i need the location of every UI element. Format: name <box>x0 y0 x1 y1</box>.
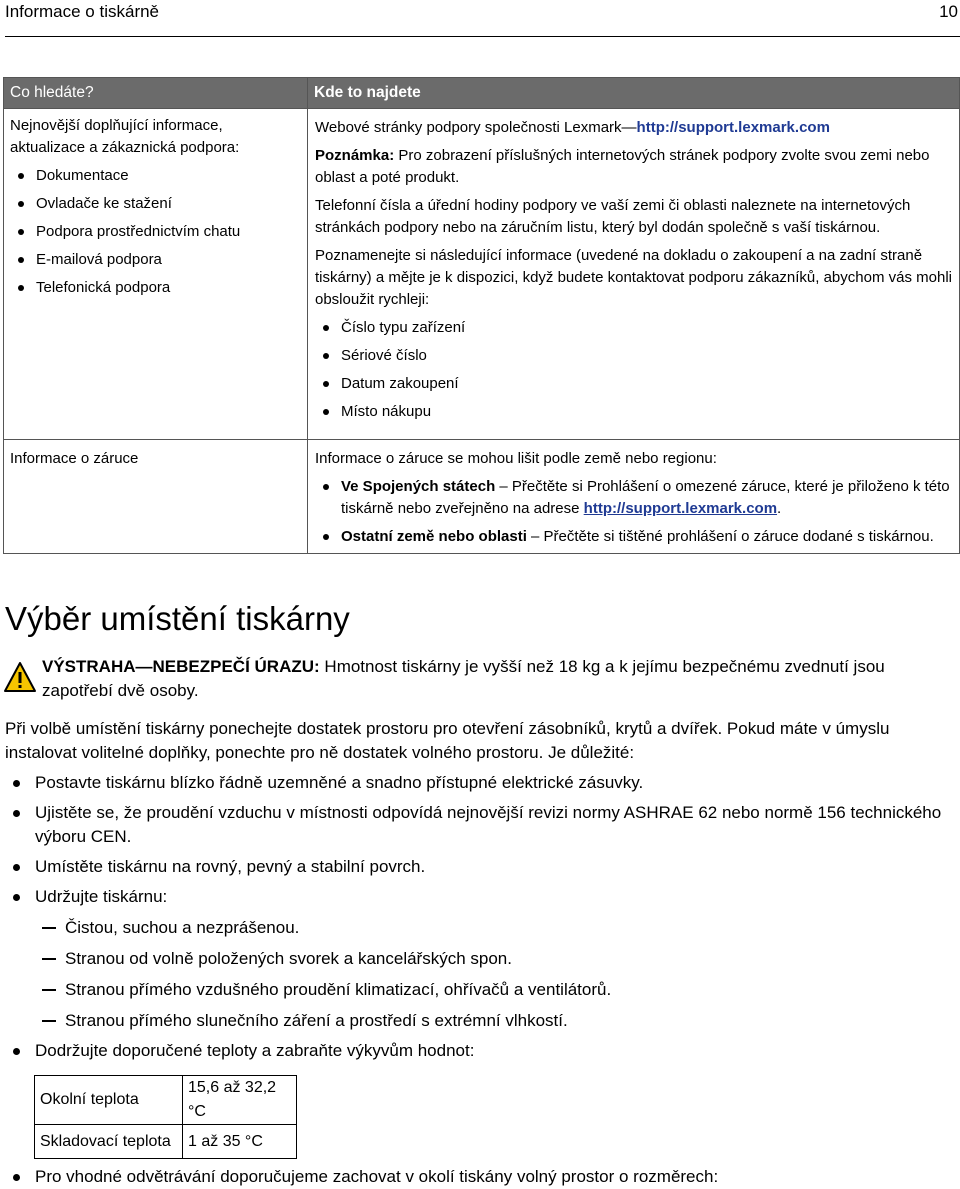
list-item: Podpora prostřednictvím chatu <box>10 221 307 243</box>
table-cell: 15,6 až 32,2 °C <box>183 1076 297 1125</box>
prepare-info: Poznamenejte si následující informace (uvedené na dokladu o zakoupení a na zadní straně tiskárny) a mějte je k dispozici, když budete kontaktovat podporu zákazníků, abychom vás mohli obsloužit rychleji: <box>315 247 952 308</box>
note-label: Poznámka: <box>315 147 395 164</box>
ventilation-list <box>5 1165 955 1189</box>
warranty-us-label: Ve Spojených státech <box>341 478 496 495</box>
column-header-what: Co hledáte? <box>4 78 308 109</box>
list-item: Stranou přímého slunečního záření a prostředí s extrémní vlhkostí. <box>35 1009 955 1033</box>
placement-list <box>5 771 955 1063</box>
table-row <box>4 440 960 554</box>
list-item: Sériové číslo <box>315 345 953 367</box>
keep-printer-sublist <box>35 916 955 1033</box>
warranty-list <box>315 476 953 548</box>
table-row <box>35 1076 297 1125</box>
prepare-list <box>315 317 953 423</box>
support-website-text: Webové stránky podpory společnosti Lexmark— <box>315 119 637 136</box>
warning-block <box>0 655 955 703</box>
list-item <box>5 885 955 1033</box>
list-item <box>315 526 953 548</box>
list-item: Dokumentace <box>10 165 307 187</box>
list-item: Stranou přímého vzdušného proudění klimatizací, ohřívačů a ventilátorů. <box>35 978 955 1002</box>
list-item: E-mailová podpora <box>10 249 307 271</box>
list-item <box>315 476 953 520</box>
support-link[interactable]: http://support.lexmark.com <box>636 119 830 136</box>
list-item: Telefonická podpora <box>10 277 307 299</box>
list-item: Místo nákupu <box>315 401 953 423</box>
warranty-intro: Informace o záruce se mohou lišit podle země nebo regionu: <box>315 450 717 467</box>
list-item: Stranou od volně položených svorek a kancelářských spon. <box>35 947 955 971</box>
warranty-us-text: – Přečtěte si Prohlášení o omezené záruce, které je přiloženo k této tiskárně nebo zveřejněno na adrese <box>341 478 950 517</box>
list-item: Postavte tiskárnu blízko řádně uzemněné a snadno přístupné elektrické zásuvky. <box>5 771 955 795</box>
support-intro: Nejnovější doplňující informace, aktualizace a zákaznická podpora: <box>10 117 240 156</box>
table-header-row <box>4 78 960 109</box>
list-item: Čistou, suchou a nezprášenou. <box>35 916 955 940</box>
column-header-where: Kde to najdete <box>308 78 960 109</box>
support-website-line <box>315 117 953 139</box>
section-title: Výběr umístění tiskárny <box>5 600 350 637</box>
header-title: Informace o tiskárně <box>5 2 160 21</box>
table-cell-what <box>4 440 308 554</box>
support-info-table <box>3 77 960 554</box>
placement-intro: Při volbě umístění tiskárny ponechejte dostatek prostoru pro otevření zásobníků, krytů a dvířek. Pokud máte v úmyslu instalovat volitelné doplňky, ponechte pro ně dostatek volného prostoru. Je důležité: <box>5 719 890 762</box>
warranty-link[interactable]: http://support.lexmark.com <box>583 500 778 517</box>
list-item: Číslo typu zařízení <box>315 317 953 339</box>
list-item: Ovladače ke stažení <box>10 193 307 215</box>
list-item: Umístěte tiskárnu na rovný, pevný a stabilní povrch. <box>5 855 955 879</box>
table-cell-where <box>308 440 960 554</box>
table-cell-where <box>308 109 960 440</box>
table-cell: 1 až 35 °C <box>183 1125 297 1159</box>
table-cell: Okolní teplota <box>35 1076 183 1125</box>
table-cell-what <box>4 109 308 440</box>
keep-printer-label: Udržujte tiskárnu: <box>35 887 168 906</box>
list-item <box>5 1039 955 1063</box>
table-row <box>35 1125 297 1159</box>
list-item: Ujistěte se, že proudění vzduchu v místnosti odpovídá nejnovější revizi normy ASHRAE 62 nebo normě 156 technického výboru CEN. <box>5 801 955 849</box>
list-item: Pro vhodné odvětrávání doporučujeme zachovat v okolí tiskány volný prostor o rozměrech: <box>5 1165 955 1189</box>
phone-info: Telefonní čísla a úřední hodiny podpory ve vaší zemi či oblasti naleznete na internetových stránkách podpory nebo na záručním listu, který byl dodán společně s vaší tiskárnou. <box>315 197 911 236</box>
warning-text <box>42 655 955 703</box>
warning-label: VÝSTRAHA—NEBEZPEČÍ ÚRAZU: <box>42 657 320 676</box>
placement-section <box>5 717 955 1189</box>
note <box>315 145 953 189</box>
warning-body: Hmotnost tiskárny je vyšší než 18 kg a k jejímu bezpečnému zvednutí jsou zapotřebí dvě osoby. <box>42 657 885 700</box>
warning-icon <box>3 661 37 693</box>
list-item: Datum zakoupení <box>315 373 953 395</box>
note-text: Pro zobrazení příslušných internetových stránek podpory zvolte svou zemi nebo oblast a poté produkt. <box>315 147 930 186</box>
warranty-us-end: . <box>777 500 782 517</box>
warranty-label: Informace o záruce <box>10 450 139 467</box>
page-header <box>5 0 960 37</box>
page-number: 10 <box>939 2 958 21</box>
temperature-table <box>34 1075 297 1159</box>
temperature-label: Dodržujte doporučené teploty a zabraňte výkyvům hodnot: <box>35 1041 475 1060</box>
warranty-other-label: Ostatní země nebo oblasti <box>341 528 527 545</box>
table-cell: Skladovací teplota <box>35 1125 183 1159</box>
table-row <box>4 109 960 440</box>
support-topics-list <box>10 165 307 299</box>
warranty-other-text: – Přečtěte si tištěné prohlášení o záruce dodané s tiskárnou. <box>526 528 934 545</box>
